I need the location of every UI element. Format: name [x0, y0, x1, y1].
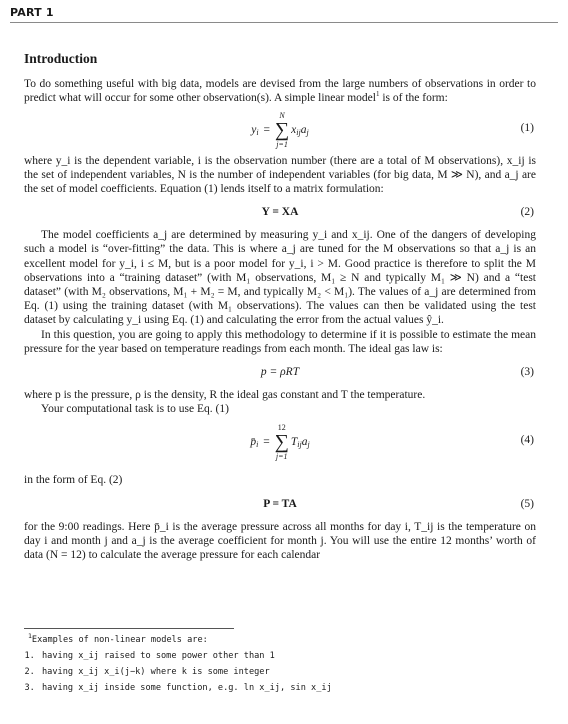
- sum-upper-limit: N: [279, 110, 285, 120]
- footnote-list: [24, 648, 536, 696]
- paragraph-form: in the form of Eq. (2): [24, 474, 123, 487]
- equation-5: [24, 494, 536, 514]
- eq2-text: Y = XA: [261, 206, 299, 219]
- sum-upper-limit: 12: [277, 423, 286, 433]
- sum-lower-limit: j=1: [275, 452, 288, 462]
- footnote-divider: [24, 628, 234, 629]
- paragraph-intro: [24, 77, 536, 105]
- paragraph-variables: where y_i is the dependent variable, i is the observation number (there are a total of M observations), x_ij is the set of independent variables, N is the number of independent variables (for big data, M ≫ N), and a_j are the set of model coefficients. Equation (1) lends itself to a matrix formulation:: [24, 154, 536, 196]
- equation-number: (1): [520, 121, 534, 134]
- equation-number: (2): [520, 206, 534, 219]
- paragraph-task: Your computational task is to use Eq. (1): [41, 403, 229, 416]
- eq4-lhs: $p̄_i$: [250, 436, 259, 450]
- footnote: [24, 632, 536, 696]
- footnote-mark: 1: [28, 632, 32, 641]
- section-title: Introduction: [24, 51, 98, 66]
- equation-number: (4): [520, 434, 534, 447]
- equation-4: $p̄_i$ = 12 ∑ j=1 $T_{ij}a_j$ (4): [250, 423, 534, 462]
- eq1-lhs: $y_i$: [251, 123, 259, 137]
- paragraph-intro-text: To do something useful with big data, models are devised from the large numbers of observations in order to predict what will occur for some other observation(s). A simple linear model: [24, 78, 536, 105]
- equation-3: [24, 362, 536, 382]
- summation-symbol: N ∑ j=1: [274, 110, 290, 149]
- header-divider: [10, 22, 558, 23]
- equation-2: [24, 202, 536, 222]
- document-body: [24, 52, 536, 562]
- footnote-heading: Examples of non-linear models are:: [31, 635, 208, 645]
- sum-lower-limit: j=1: [276, 139, 288, 149]
- paragraph-coefficients: The model coefficients a_j are determined by measuring y_i and x_ij. One of the dangers of developing such a model is “over-fitting” the data. This is where a_j are tuned for the M observations so that a_j is an excellent model for y_i, i ≤ M, but is a poor model for y_i, i > M. Good practice is therefore to split the M observations into a “training dataset” (with M₁ observations, M₁ ≥ N and typically M₁ ≫ N) and a “test dataset” (with M₂ observations, M₁ + M₂ = M, and typically M₂ < M₁). The values of a_j are determined from Eq. (1) using the training dataset (with M₁ observations). The values can then be validated using the test dataset by calculating y_i using Eq. (1) and calculating the error from the actual values ŷ_i.: [24, 229, 536, 327]
- equation-1: $y_i$ = N ∑ j=1 $x_{ij}a_j$ (1): [251, 110, 534, 149]
- list-item: 2. having x_ij x_i(j−k) where k is some integer: [40, 664, 536, 680]
- list-item: 3. having x_ij inside some function, e.g. ln x_ij, sin x_ij: [40, 680, 536, 696]
- paragraph-intro-tail: is of the form:: [379, 92, 448, 105]
- equation-number: (3): [520, 366, 534, 379]
- equation-number: (5): [520, 497, 534, 510]
- eq3-text: p = ρRT: [260, 366, 300, 379]
- eq4-term: $T_{ij}a_j$: [290, 436, 310, 450]
- eq5-text: P = TA: [263, 497, 297, 510]
- paragraph-question: In this question, you are going to apply this methodology to determine if it is possible to estimate the mean pressure for the year based on temperature readings from each month. The ideal gas law is:: [24, 328, 536, 355]
- part-label: PART 1: [10, 6, 54, 19]
- paragraph-readings: for the 9:00 readings. Here p̄_i is the average pressure across all months for day i, T_ij is the temperature on day i and month j and a_j is the average coefficient for month j. You will use the entire 12 months’ worth of data (N = 12) to calculate the average pressure for each calendar: [24, 520, 536, 562]
- eq1-term: $x_{ij}a_j$: [291, 123, 309, 137]
- paragraph-gas-law-terms: where p is the pressure, ρ is the density, R the ideal gas constant and T the temperature.: [24, 389, 426, 402]
- summation-symbol: 12 ∑ j=1: [274, 423, 289, 462]
- footnote-reference: 1: [375, 90, 380, 99]
- list-item: 1. having x_ij raised to some power other than 1: [40, 648, 536, 664]
